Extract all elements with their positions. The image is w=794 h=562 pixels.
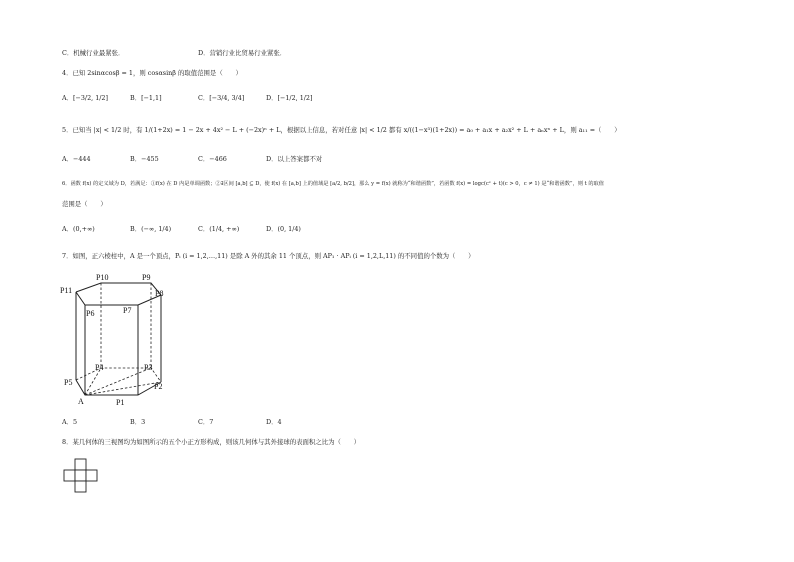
q7-option-b: B．3	[130, 418, 146, 426]
label-p1: P1	[116, 398, 125, 407]
q7-option-d: D．4	[266, 418, 282, 426]
label-p4: P4	[95, 363, 104, 372]
question-8-stem: 8．某几何体的三视图均为如图所示的五个小正方形构成，则该几何体与其外接球的表面积之比为（ ）	[62, 438, 361, 446]
view-square-bottom	[75, 481, 86, 492]
q4-option-b: B．[−1,1]	[130, 94, 162, 102]
label-p9: P9	[142, 273, 151, 282]
prev-option-c: C．机械行业最紧张．	[62, 49, 125, 57]
hexagonal-prism-figure	[56, 270, 166, 410]
q5-option-d: D．以上答案都不对	[266, 155, 323, 163]
question-6-stem-line2: 范围是（ ）	[62, 200, 107, 208]
q4-option-a: A．[−3/2, 1/2]	[62, 94, 108, 102]
diagonal-a-p3	[85, 368, 151, 395]
label-p6: P6	[86, 309, 95, 318]
q6-option-b: B．(−∞, 1/4)	[130, 225, 172, 233]
q6-option-d: D．(0, 1/4)	[266, 225, 301, 233]
label-p5: P5	[64, 378, 73, 387]
q6-option-a: A．(0,+∞)	[62, 225, 95, 233]
label-p2: P2	[154, 382, 163, 391]
view-square-center	[75, 470, 86, 481]
question-7-stem: 7．如图，正六棱柱中，A 是一个顶点，Pᵢ (i = 1,2,…,11) 是除 A 外的其余 11 个顶点，则 AP₁ · APᵢ (i = 1,2,L,11) 的不同值的个数为（ ）	[62, 252, 475, 260]
q5-option-c: C．−466	[198, 155, 227, 163]
prev-option-d: D．营销行业比贸易行业紧张．	[198, 49, 287, 57]
view-square-right	[86, 470, 97, 481]
question-4-stem: 4．已知 2sinαcosβ = 1，则 cosαsinβ 的取值范围是（ ）	[62, 69, 242, 77]
q6-option-c: C．(1/4, +∞)	[198, 225, 240, 233]
q4-option-c: C．[−3/4, 3/4]	[198, 94, 245, 102]
q5-option-a: A．−444	[62, 155, 91, 163]
q5-option-b: B．−455	[130, 155, 159, 163]
bottom-visible-edge	[76, 380, 161, 395]
label-p7: P7	[123, 306, 132, 315]
label-p11: P11	[60, 286, 73, 295]
cross-three-view-figure	[62, 457, 102, 497]
question-5-stem: 5．已知当 |x| < 1/2 时，有 1/(1+2x) = 1 − 2x + 4x² − L + (−2x)ⁿ + L，根据以上信息，若对任意 |x| < 1/2 都有 x/((1−x³)(1+2x)) = a₀ + a₁x + a₂x² + L + aₙxⁿ + L，则 a₁₁ =（ ）	[62, 126, 621, 134]
question-6-stem-line1: 6．函数 f(x) 的定义域为 D，若满足：①f(x) 在 D 内是单调函数；②∃区间 [a,b] ⊆ D，使 f(x) 在 [a,b] 上的值域是 [a/2, b/2]，那么 y = f(x) 就称为“和谐函数”，若函数 f(x) = logc(cˣ + t)(c > 0，c ≠ 1) 是“和谐函数”，则 t 的取值	[62, 181, 604, 187]
top-hexagon-edge	[76, 283, 164, 305]
q7-option-c: C．7	[198, 418, 214, 426]
label-p10: P10	[96, 273, 109, 282]
view-square-top	[75, 459, 86, 470]
q4-option-d: D．[−1/2, 1/2]	[266, 94, 313, 102]
q7-option-a: A．5	[62, 418, 78, 426]
label-p8: P8	[155, 289, 164, 298]
label-p3: P3	[144, 363, 153, 372]
label-a: A	[78, 397, 84, 406]
view-square-left	[64, 470, 75, 481]
